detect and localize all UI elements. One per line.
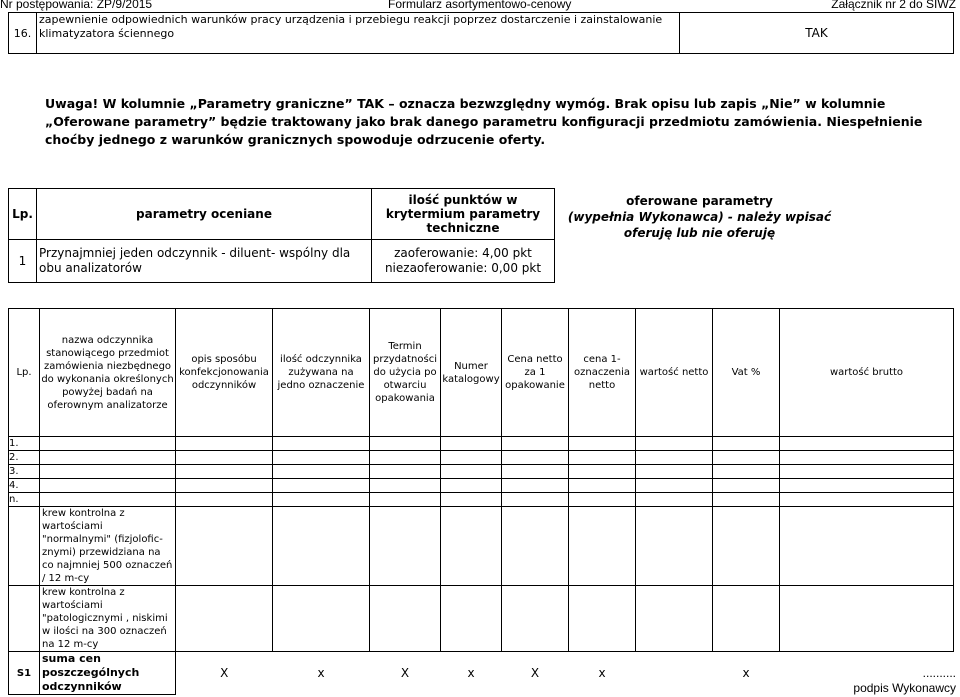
evaluation-table	[8, 188, 832, 283]
eval-row-param: Przynajmniej jeden odczynnik - diluent- wspólny dla obu analizatorów	[37, 240, 372, 283]
eval-row-points	[372, 240, 555, 283]
sum-mark: X	[530, 666, 540, 681]
signature-block	[853, 666, 956, 696]
requirement-value: TAK	[680, 13, 954, 54]
sum-mark: X	[220, 666, 229, 681]
eval-col-params: parametry oceniane	[37, 189, 372, 240]
table-row: 4.	[9, 479, 40, 493]
table-row: n.	[9, 493, 40, 507]
sum-mark: x	[317, 666, 325, 681]
col-packaging: opis sposóbu konfekcjonowania odczynników	[176, 309, 273, 437]
row-number: 16.	[9, 13, 37, 54]
eval-col-points: ilość punktów w krytermium parametry techniczne	[372, 189, 555, 240]
col-net-value: wartość netto	[636, 309, 713, 437]
col-lp: Lp.	[9, 309, 40, 437]
sum-mark: x	[598, 666, 606, 681]
price-table	[8, 308, 954, 695]
requirement-row-table	[8, 12, 954, 54]
signature-label: podpis Wykonawcy	[853, 681, 956, 695]
control-blood-pathologic: krew kontrolna z wartościami "patologicznymi , niskimi w ilości na 300 oznaczeń na 12 m-cy	[40, 586, 176, 652]
sum-mark: x	[467, 666, 475, 681]
attachment-label: Załącznik nr 2 do SIWZ	[831, 0, 956, 11]
page-header	[0, 0, 960, 12]
col-usage: ilość odczynnika zużywana na jedno oznaczenie	[273, 309, 370, 437]
table-row: 3.	[9, 465, 40, 479]
form-title: Formularz asortymentowo-cenowy	[388, 0, 572, 11]
col-expiry: Termin przydatności do użycia po otwarciu opakowania	[370, 309, 441, 437]
sum-mark: X	[400, 666, 410, 681]
eval-col-offered-note: (wypełnia Wykonawca) - należy wpisać oferuję lub nie oferuję	[567, 209, 832, 240]
sum-lp: S1	[9, 652, 40, 695]
eval-col-lp: Lp.	[9, 189, 37, 240]
col-catalog: Numer katalogowy	[441, 309, 502, 437]
warning-note: Uwaga! W kolumnie „Parametry graniczne” TAK – oznacza bezwzględny wymóg. Brak opisu lub zapis „Nie” w kolumnie „Oferowane parametry” będzie traktowany jako brak danego parametru konfiguracji przedmiotu zamówienia. Niespełnienie choćby jednego z warunków granicznych spowoduje odrzucenie oferty.	[45, 96, 923, 147]
eval-row-lp: 1	[9, 240, 37, 283]
tender-number: Nr postępowania: ZP/9/2015	[0, 0, 153, 11]
col-vat: Vat %	[713, 309, 780, 437]
col-test-price: cena 1-oznaczenia netto	[569, 309, 636, 437]
signature-dots: ..........	[922, 666, 956, 680]
col-gross-value: wartość brutto	[780, 309, 954, 437]
requirement-text: zapewnienie odpowiednich warunków pracy urządzenia i przebiegu reakcji poprzez dostarczenie i zainstalowanie klimatyzatora ściennego	[37, 13, 680, 54]
col-reagent-name: nazwa odczynnika stanowiącego przedmiot zamówienia niezbędnego do wykonania określonych powyżej badań na oferownym analizatorze	[40, 309, 176, 437]
eval-col-offered	[565, 189, 835, 241]
points-offered: zaoferowanie: 4,00 pkt	[394, 246, 532, 260]
table-row: 2.	[9, 451, 40, 465]
eval-col-offered-title: oferowane parametry	[626, 193, 773, 208]
points-not-offered: niezaoferowanie: 0,00 pkt	[384, 261, 542, 275]
sum-label: suma cen poszczególnych odczynników	[40, 652, 176, 695]
sum-mark: x	[742, 666, 750, 681]
col-unit-price: Cena netto za 1 opakowanie	[502, 309, 569, 437]
control-blood-normal: krew kontrolna z wartościami "normalnymi" (fizjoloficznymi) przewidziana na co najmniej 500 oznaczeń / 12 m-cy	[40, 507, 176, 586]
table-row: 1.	[9, 437, 40, 451]
